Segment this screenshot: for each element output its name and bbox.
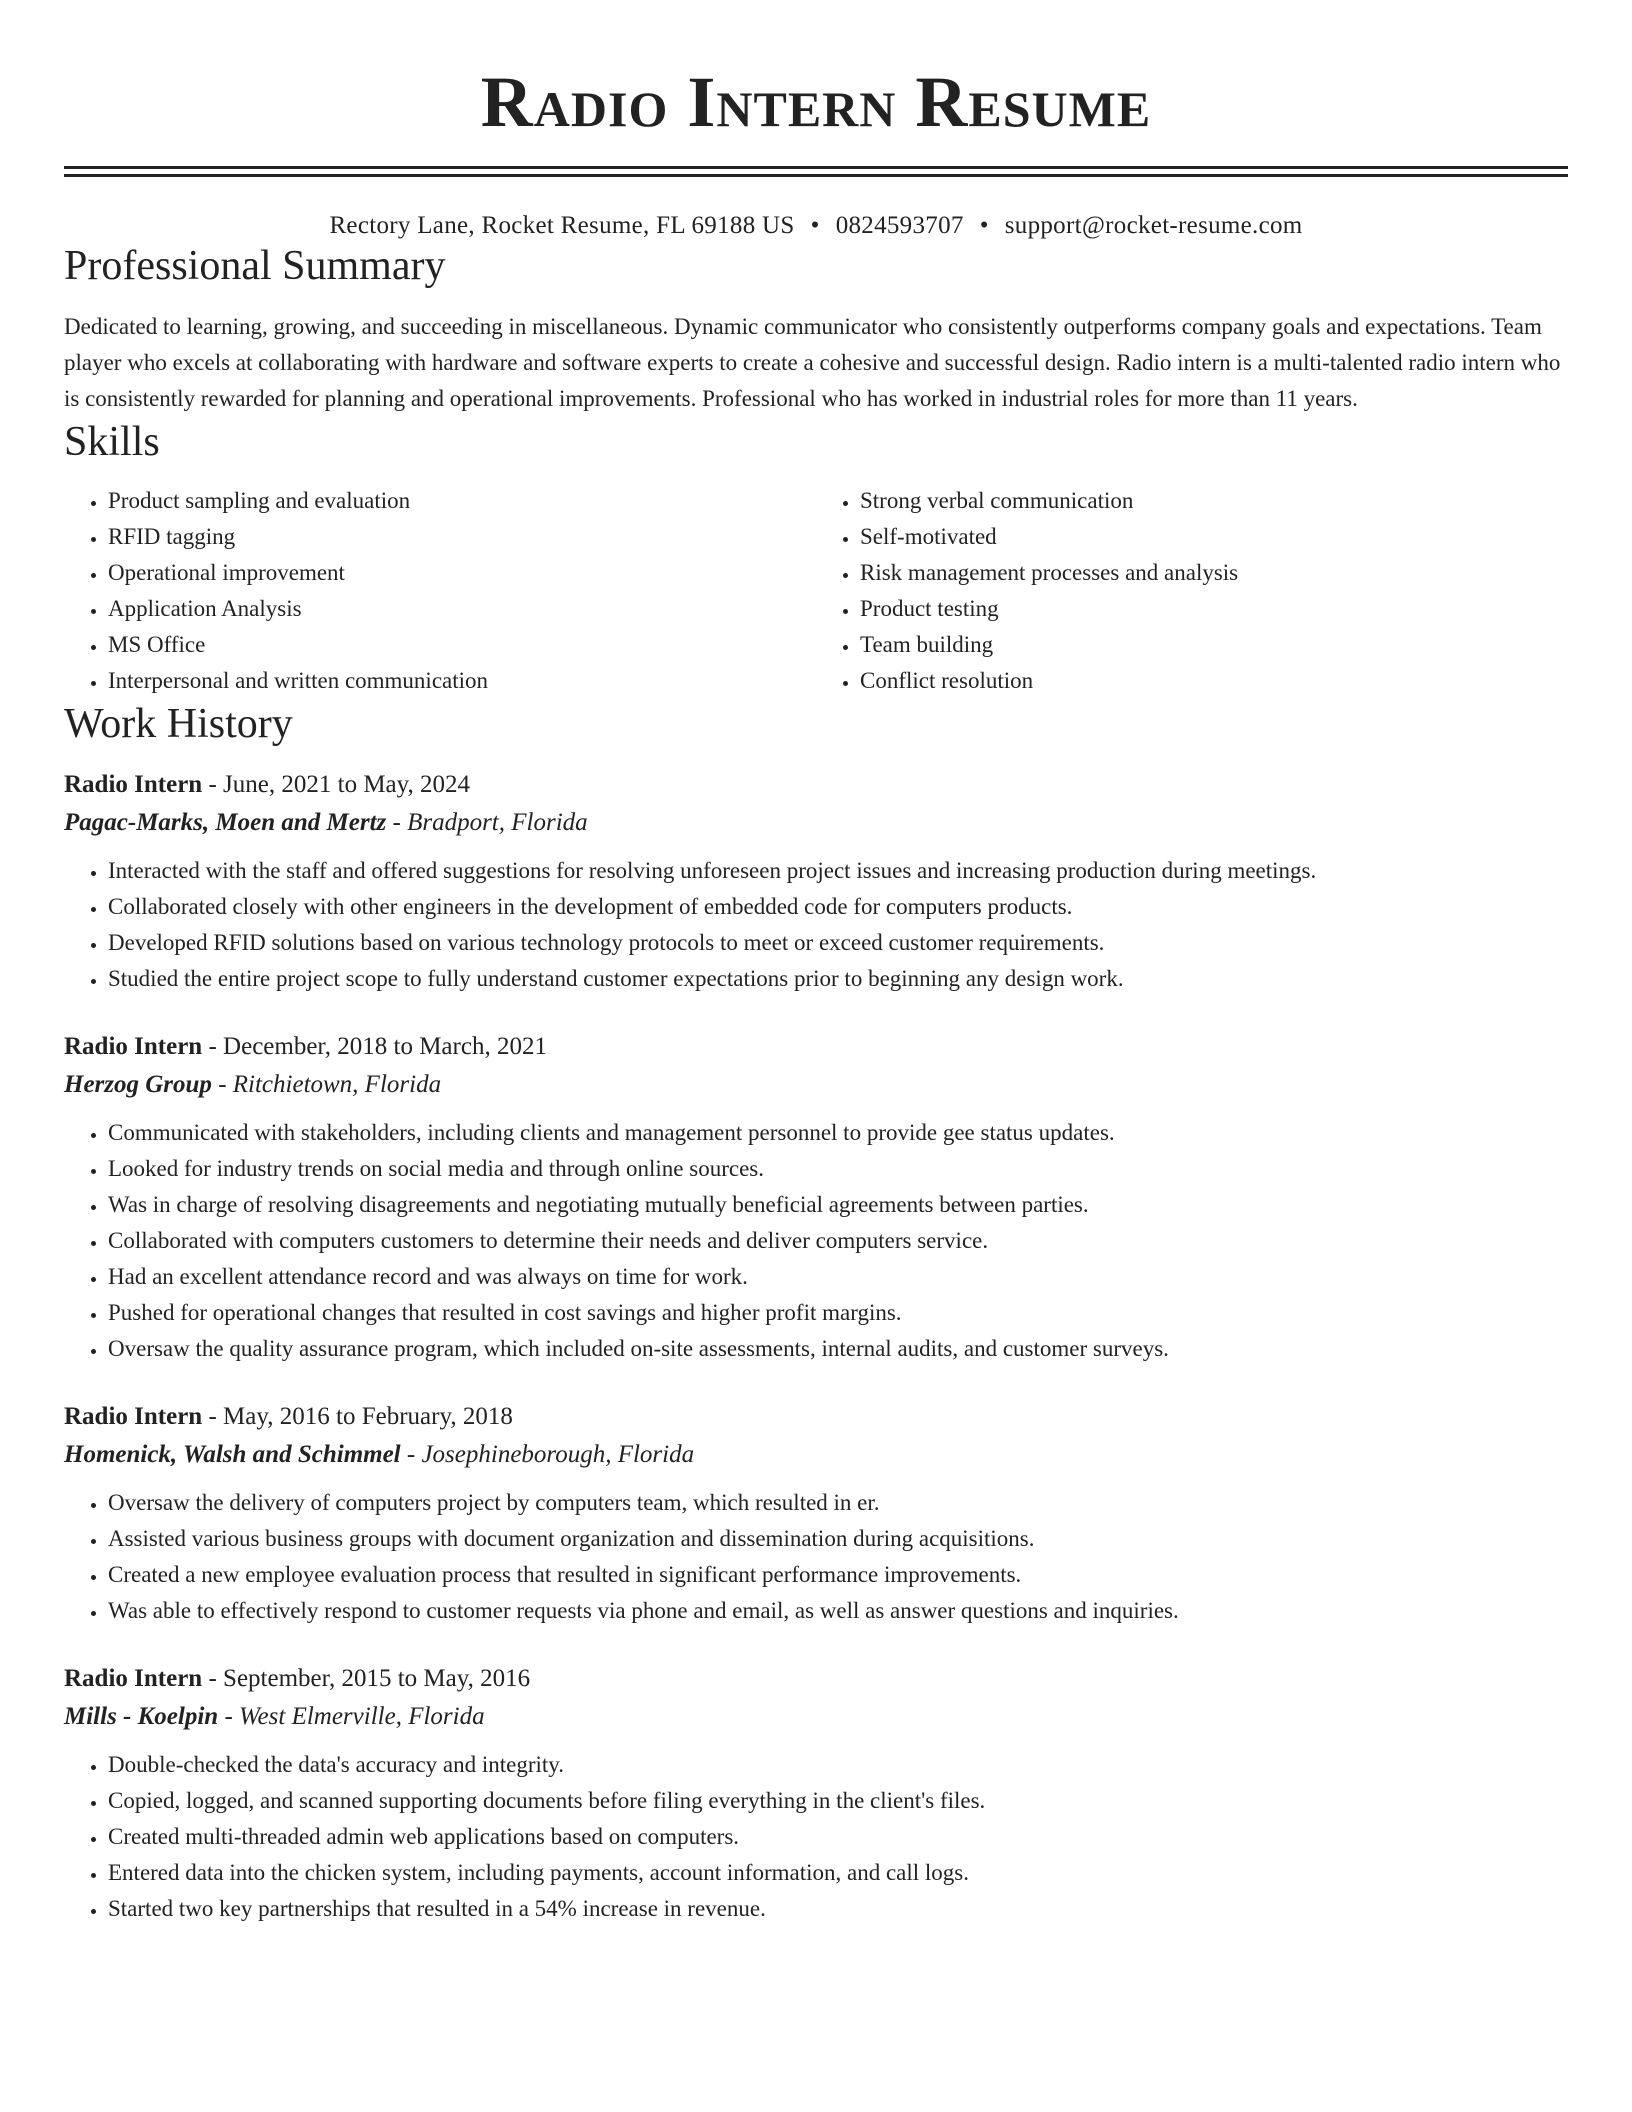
job-title-line: Radio Intern - May, 2016 to February, 2018 [64, 1403, 513, 1430]
job-dates: June, 2021 to May, 2024 [223, 771, 471, 798]
job-bullet: • Oversaw the delivery of computers project by computers team, which resulted in er. [108, 1485, 1568, 1521]
contact-line [64, 211, 1568, 241]
title-divider [64, 166, 1568, 177]
employer-line: Mills - Koelpin - West Elmerville, Florida [64, 1703, 485, 1730]
skill-item: • Interpersonal and written communication [108, 663, 816, 699]
job-bullets [64, 853, 1568, 997]
job-bullet: • Was able to effectively respond to customer requests via phone and email, as well as answer questions and inquiries. [108, 1593, 1568, 1629]
job-bullet: • Assisted various business groups with document organization and dissemination during acquisitions. [108, 1521, 1568, 1557]
job-bullets [64, 1115, 1568, 1367]
skill-item: • Product sampling and evaluation [108, 483, 816, 519]
job-dates: May, 2016 to February, 2018 [223, 1403, 513, 1430]
job-bullet: • Communicated with stakeholders, including clients and management personnel to provide gee status updates. [108, 1115, 1568, 1151]
contact-address: Rectory Lane, Rocket Resume, FL 69188 US [329, 212, 795, 239]
employer-location: Ritchietown, Florida [232, 1071, 442, 1098]
job-entry [64, 1029, 1568, 1367]
skill-item: • Application Analysis [108, 591, 816, 627]
employer-location: Bradport, Florida [407, 809, 588, 836]
skill-item: • Team building [860, 627, 1568, 663]
skill-item: • MS Office [108, 627, 816, 663]
job-bullet: • Studied the entire project scope to fully understand customer expectations prior to beginning any design work. [108, 961, 1568, 997]
job-bullet: • Was in charge of resolving disagreements and negotiating mutually beneficial agreements between parties. [108, 1187, 1568, 1223]
contact-email: support@rocket-resume.com [1004, 212, 1303, 239]
work-history-heading: Work History [64, 701, 293, 747]
job-bullet: • Interacted with the staff and offered suggestions for resolving unforeseen project issues and increasing production during meetings. [108, 853, 1568, 889]
employer-location: Josephineborough, Florida [421, 1441, 695, 1468]
skills-heading: Skills [64, 419, 160, 465]
job-title-line: Radio Intern - June, 2021 to May, 2024 [64, 771, 471, 798]
employer-name: Mills - Koelpin [64, 1703, 219, 1730]
employer-name: Herzog Group [64, 1071, 212, 1098]
job-entry [64, 1661, 1568, 1927]
job-title: Radio Intern [64, 1665, 203, 1692]
contact-phone: 0824593707 [835, 212, 964, 239]
summary-text: Dedicated to learning, growing, and succeeding in miscellaneous. Dynamic communicator who consistently outperforms company goals and expectations. Team player who excels at collaborating with hardware and software experts to create a cohesive and successful design. Radio intern is a multi-talented radio intern who is consistently rewarded for planning and operational improvements. Professional who has worked in industrial roles for more than 11 years. [64, 314, 1561, 411]
employer-name: Homenick, Walsh and Schimmel [64, 1441, 401, 1468]
resume-title: Radio Intern Resume [480, 62, 1152, 142]
employer-name: Pagac-Marks, Moen and Mertz [64, 809, 387, 836]
job-title-line: Radio Intern - December, 2018 to March, 2021 [64, 1033, 547, 1060]
job-bullet: • Developed RFID solutions based on various technology protocols to meet or exceed customer requirements. [108, 925, 1568, 961]
job-entry [64, 767, 1568, 997]
job-bullet: • Collaborated with computers customers to determine their needs and deliver computers service. [108, 1223, 1568, 1259]
skill-item: • Risk management processes and analysis [860, 555, 1568, 591]
employer-line: Homenick, Walsh and Schimmel - Josephineborough, Florida [64, 1441, 695, 1468]
skills-list [64, 483, 1568, 699]
job-title: Radio Intern [64, 1403, 203, 1430]
job-title: Radio Intern [64, 1033, 203, 1060]
contact-separator: • [810, 212, 820, 239]
skill-item: • Strong verbal communication [860, 483, 1568, 519]
job-bullets [64, 1485, 1568, 1629]
job-bullet: • Created a new employee evaluation process that resulted in significant performance improvements. [108, 1557, 1568, 1593]
skill-item: • Operational improvement [108, 555, 816, 591]
skill-item: • Conflict resolution [860, 663, 1568, 699]
job-entry [64, 1399, 1568, 1629]
job-bullet: • Looked for industry trends on social media and through online sources. [108, 1151, 1568, 1187]
skill-item: • RFID tagging [108, 519, 816, 555]
skills-column-left [64, 483, 816, 699]
resume-page [64, 0, 1568, 1927]
skill-item: • Product testing [860, 591, 1568, 627]
job-bullet: • Started two key partnerships that resulted in a 54% increase in revenue. [108, 1891, 1568, 1927]
skills-column-right [816, 483, 1568, 699]
job-bullets [64, 1747, 1568, 1927]
job-title-line: Radio Intern - September, 2015 to May, 2016 [64, 1665, 531, 1692]
job-bullet: • Entered data into the chicken system, including payments, account information, and call logs. [108, 1855, 1568, 1891]
contact-separator: • [979, 212, 989, 239]
job-bullet: • Collaborated closely with other engineers in the development of embedded code for computers products. [108, 889, 1568, 925]
job-bullet: • Pushed for operational changes that resulted in cost savings and higher profit margins. [108, 1295, 1568, 1331]
job-bullet: • Oversaw the quality assurance program, which included on-site assessments, internal audits, and customer surveys. [108, 1331, 1568, 1367]
job-bullet: • Copied, logged, and scanned supporting documents before filing everything in the client's files. [108, 1783, 1568, 1819]
job-bullet: • Created multi-threaded admin web applications based on computers. [108, 1819, 1568, 1855]
employer-location: West Elmerville, Florida [239, 1703, 485, 1730]
job-bullet: • Had an excellent attendance record and was always on time for work. [108, 1259, 1568, 1295]
employer-line: Pagac-Marks, Moen and Mertz - Bradport, Florida [64, 809, 588, 836]
job-title: Radio Intern [64, 771, 203, 798]
summary-heading: Professional Summary [64, 243, 446, 289]
job-bullet: • Double-checked the data's accuracy and integrity. [108, 1747, 1568, 1783]
job-dates: September, 2015 to May, 2016 [223, 1665, 531, 1692]
job-dates: December, 2018 to March, 2021 [223, 1033, 547, 1060]
skill-item: • Self-motivated [860, 519, 1568, 555]
employer-line: Herzog Group - Ritchietown, Florida [64, 1071, 442, 1098]
